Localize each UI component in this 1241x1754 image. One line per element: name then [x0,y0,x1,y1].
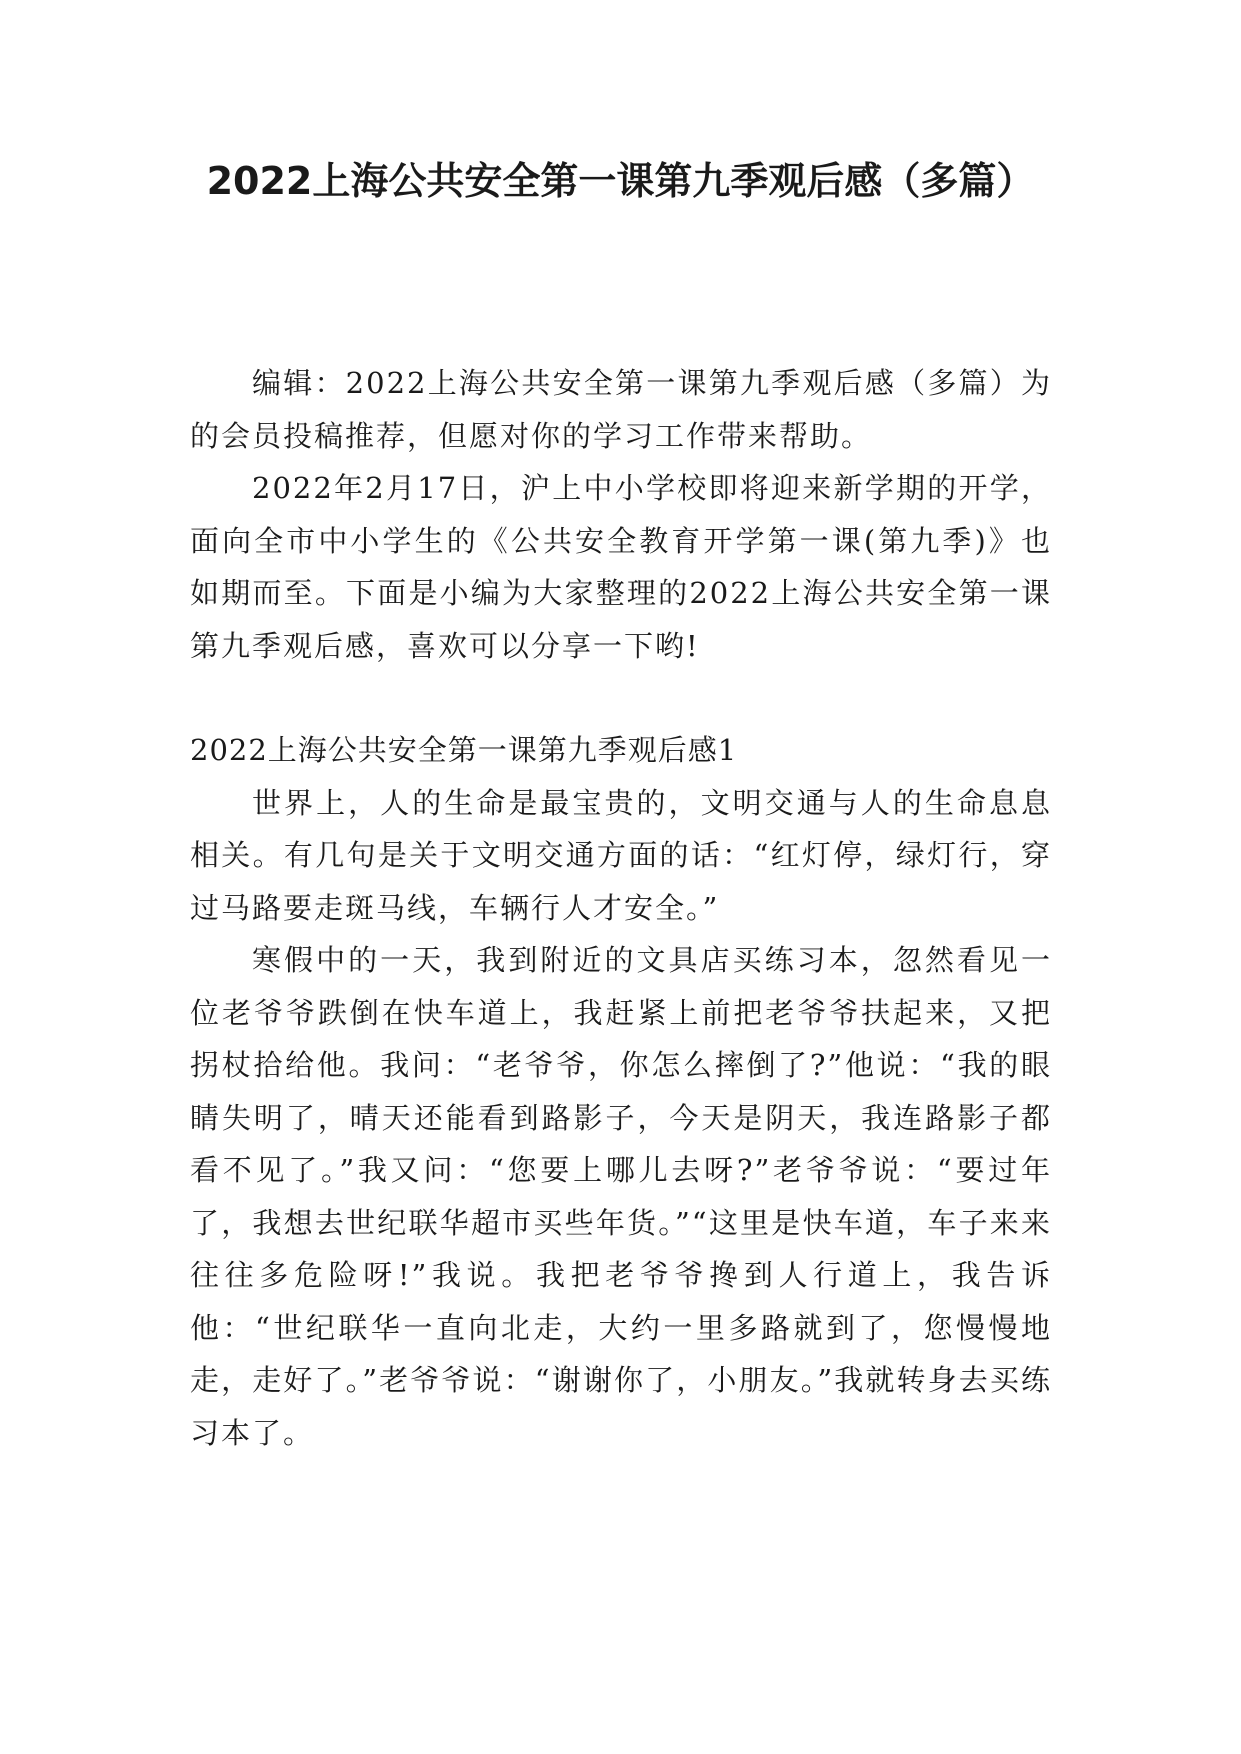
body-paragraph: 寒假中的一天，我到附近的文具店买练习本，忽然看见一位老爷爷跌倒在快车道上，我赶紧上前把老爷爷扶起来，又把拐杖拾给他。我问：“老爷爷，你怎么摔倒了?”他说：“我的眼睛失明了，晴天还能看到路影子，今天是阴天，我连路影子都看不见了。”我又问：“您要上哪儿去呀?”老爷爷说：“要过年了，我想去世纪联华超市买些年货。”“这里是快车道，车子来来往往多危险呀!”我说。我把老爷爷搀到人行道上，我告诉他：“世纪联华一直向北走，大约一里多路就到了，您慢慢地走，走好了。”老爷爷说：“谢谢你了，小朋友。”我就转身去买练习本了。 [190,943,1052,1450]
intro-editor-paragraph: 编辑：2022上海公共安全第一课第九季观后感（多篇）为的会员投稿推荐，但愿对你的学习工作带来帮助。 [190,366,1052,453]
section-heading: 2022上海公共安全第一课第九季观后感1 [190,733,738,767]
document-body [190,357,1052,1459]
document-title: 2022上海公共安全第一课第九季观后感（多篇） [206,159,1035,203]
body-paragraph: 世界上，人的生命是最宝贵的，文明交通与人的生命息息相关。有几句是关于文明交通方面的话：“红灯停，绿灯行，穿过马路要走斑马线，车辆行人才安全。” [190,785,1052,925]
intro-paragraph: 2022年2月17日，沪上中小学校即将迎来新学期的开学，面向全市中小学生的《公共安全教育开学第一课(第九季)》也如期而至。下面是小编为大家整理的2022上海公共安全第一课第九季观后感，喜欢可以分享一下哟! [190,471,1052,663]
